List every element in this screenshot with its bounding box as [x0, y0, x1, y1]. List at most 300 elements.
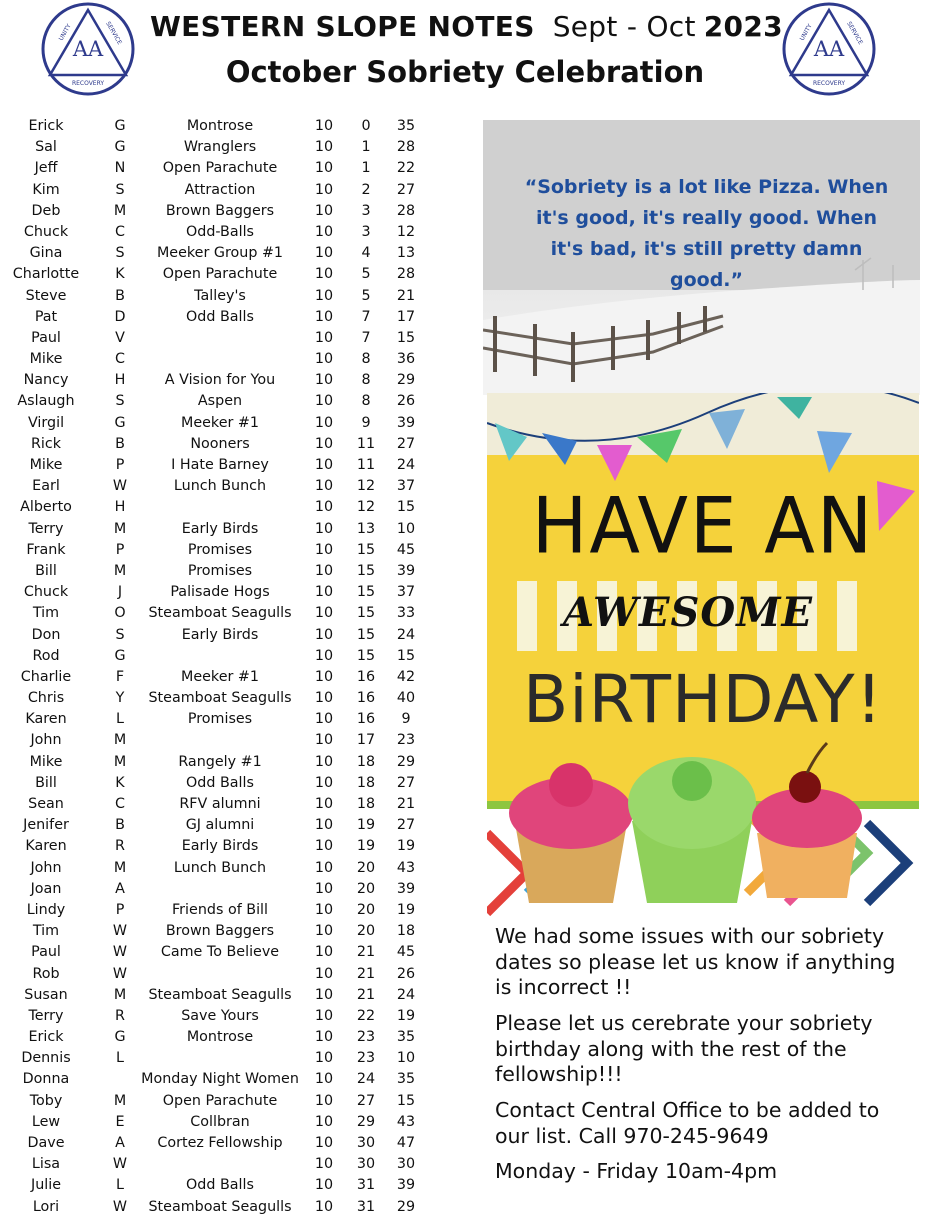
table-row: [0, 625, 440, 646]
celebration-month: 10: [314, 181, 334, 198]
celebrant-name: Paul: [31, 329, 61, 346]
celebrant-name: Tim: [32, 923, 60, 940]
celebration-month: 10: [314, 965, 334, 982]
celebration-day: 15: [356, 626, 376, 643]
sobriety-years: 27: [396, 181, 416, 198]
aa-logo-left-icon: [40, 1, 136, 97]
celebrant-group: Meeker Group #1: [156, 245, 284, 262]
celebration-day: 13: [356, 520, 376, 537]
celebration-day: 21: [356, 965, 376, 982]
celebrant-name: Lisa: [31, 1156, 61, 1173]
table-row: [0, 709, 440, 730]
celebrant-initial: L: [116, 711, 124, 728]
sobriety-years: 29: [396, 372, 416, 389]
sobriety-years: 19: [396, 901, 416, 918]
correction-notice: We had some issues with our sobriety dates so please let us know if anything is incorrect !!: [495, 924, 896, 999]
celebration-day: 27: [356, 1092, 376, 1109]
table-row: [0, 391, 440, 412]
celebration-day: 30: [356, 1135, 376, 1151]
celebrant-name: Rob: [32, 965, 60, 982]
celebrant-initial: M: [113, 562, 127, 579]
celebration-day: 0: [361, 118, 371, 134]
sobriety-years: 45: [396, 944, 416, 961]
sobriety-years: 15: [396, 647, 416, 664]
celebrant-initial: P: [115, 541, 125, 558]
logo-left-word: UNITY: [798, 22, 814, 42]
celebration-day: 1: [361, 139, 371, 156]
celebrant-name: Terry: [28, 520, 64, 537]
celebrant-group: Talley's: [194, 287, 246, 304]
celebration-day: 7: [361, 329, 371, 346]
celebrant-initial: J: [117, 584, 123, 601]
celebration-day: 18: [356, 753, 376, 770]
celebrant-group: RFV alumni: [179, 796, 261, 812]
celebration-day: 15: [356, 584, 376, 601]
sobriety-years: 37: [396, 584, 416, 601]
celebration-month: 10: [314, 160, 334, 177]
celebration-month: 10: [314, 499, 334, 516]
sobriety-years: 42: [396, 668, 416, 685]
sobriety-years: 12: [396, 223, 416, 240]
celebration-day: 16: [356, 690, 376, 707]
celebrant-initial: G: [114, 118, 126, 134]
celebrant-name: Mike: [29, 351, 63, 368]
sobriety-years: 21: [396, 287, 416, 304]
celebrant-group: Promises: [187, 711, 253, 728]
celebrant-name: Nancy: [23, 372, 69, 389]
sobriety-years: 13: [396, 245, 416, 262]
table-row: [0, 307, 440, 328]
celebration-day: 2: [361, 181, 371, 198]
table-row: [0, 476, 440, 497]
table-row: [0, 158, 440, 179]
celebrant-name: Erick: [28, 1029, 64, 1046]
sobriety-years: 39: [396, 880, 416, 897]
celebrant-name: Earl: [32, 478, 60, 495]
celebrant-initial: G: [114, 647, 126, 664]
celebration-day: 5: [361, 287, 371, 304]
sobriety-years: 22: [396, 160, 416, 177]
logo-center-text: AA: [72, 37, 104, 61]
celebrant-group: Save Yours: [181, 1007, 259, 1024]
celebrant-initial: S: [115, 181, 125, 198]
have-an-text: HAVE AN: [531, 480, 875, 572]
celebration-month: 10: [314, 626, 334, 643]
sobriety-years: 19: [396, 1007, 416, 1024]
celebration-day: 12: [356, 499, 376, 516]
celebrant-initial: L: [116, 1177, 124, 1194]
celebrant-initial: G: [114, 1029, 126, 1046]
logo-right-word: SERVICE: [845, 20, 864, 46]
celebration-day: 3: [361, 202, 371, 219]
celebrant-initial: C: [115, 796, 125, 812]
table-row: [0, 413, 440, 434]
celebrant-initial: K: [115, 774, 125, 791]
table-row: [0, 688, 440, 709]
celebrant-group: Early Birds: [181, 626, 259, 643]
celebration-month: 10: [314, 859, 334, 876]
sobriety-years: 35: [396, 1029, 416, 1046]
table-row: [0, 1112, 440, 1133]
celebration-month: 10: [314, 372, 334, 389]
sobriety-years: 30: [396, 1156, 416, 1173]
celebrant-initial: A: [115, 1135, 125, 1151]
table-row: [0, 985, 440, 1006]
celebration-day: 24: [356, 1071, 376, 1088]
table-row: [0, 561, 440, 582]
celebration-day: 11: [356, 457, 376, 473]
celebration-day: 20: [356, 901, 376, 918]
celebration-month: 10: [314, 223, 334, 240]
celebrant-name: Lori: [32, 1198, 60, 1215]
celebration-month: 10: [314, 986, 334, 1003]
table-row: [0, 519, 440, 540]
celebrant-initial: K: [115, 266, 125, 283]
celebrant-name: Frank: [26, 541, 66, 558]
logo-center-text: AA: [813, 37, 845, 61]
celebration-month: 10: [314, 817, 334, 834]
celebrant-group: Brown Baggers: [165, 202, 275, 219]
celebrant-initial: M: [113, 520, 127, 537]
sobriety-years: 33: [396, 605, 416, 622]
celebrant-initial: W: [112, 1198, 128, 1215]
celebrant-group: Odd Balls: [186, 774, 254, 791]
pizza-quote: “Sobriety is a lot like Pizza. When it's good, it's really good. When it's bad, it's still pretty damn good.”: [524, 176, 889, 291]
table-row: [0, 1154, 440, 1175]
celebration-month: 10: [314, 732, 334, 749]
celebration-day: 15: [356, 605, 376, 622]
celebration-day: 15: [356, 562, 376, 579]
celebration-month: 10: [314, 1007, 334, 1024]
celebrant-group: Lunch Bunch: [173, 859, 267, 876]
celebrant-name: Aslaugh: [17, 393, 75, 410]
celebrant-initial: W: [112, 478, 128, 495]
celebration-month: 10: [314, 901, 334, 918]
table-row: [0, 137, 440, 158]
celebrant-initial: D: [114, 308, 126, 325]
celebration-month: 10: [314, 711, 334, 728]
celebrant-initial: Y: [115, 690, 125, 707]
sobriety-years: 15: [396, 499, 416, 516]
celebrant-name: Virgil: [27, 414, 65, 431]
office-hours: Monday - Friday 10am-4pm: [495, 1159, 778, 1183]
table-row: [0, 794, 440, 815]
logo-right-word: SERVICE: [104, 20, 123, 46]
celebration-month: 10: [314, 308, 334, 325]
sobriety-years: 28: [396, 266, 416, 283]
celebrant-group: Lunch Bunch: [173, 478, 267, 495]
celebrant-initial: W: [112, 923, 128, 940]
celebration-day: 12: [356, 478, 376, 495]
sobriety-years: 27: [396, 435, 416, 452]
celebrant-name: Pat: [34, 308, 58, 325]
celebrant-initial: C: [115, 351, 125, 368]
sobriety-years: 43: [396, 1113, 416, 1130]
celebration-month: 10: [314, 838, 334, 855]
sobriety-years: 15: [396, 1092, 416, 1109]
aa-logo-right-icon: [781, 1, 877, 97]
celebration-month: 10: [314, 605, 334, 622]
celebrant-name: Rick: [30, 435, 62, 452]
celebrant-initial: R: [115, 838, 125, 855]
table-row: [0, 222, 440, 243]
sobriety-years: 39: [396, 562, 416, 579]
sobriety-years: 27: [396, 817, 416, 834]
celebrant-name: Bill: [35, 774, 57, 791]
celebrant-group: Wranglers: [183, 139, 257, 156]
awesome-text: AWESOME: [563, 589, 813, 636]
celebration-day: 15: [356, 647, 376, 664]
celebration-day: 9: [361, 414, 371, 431]
sobriety-years: 47: [396, 1135, 416, 1151]
celebration-month: 10: [314, 690, 334, 707]
celebrant-name: Jenifer: [23, 817, 69, 834]
celebrant-group: Nooners: [190, 435, 250, 452]
celebration-day: 18: [356, 796, 376, 812]
celebration-day: 11: [356, 435, 376, 452]
sobriety-years: 29: [396, 753, 416, 770]
table-row: [0, 180, 440, 201]
table-row: [0, 243, 440, 264]
table-row: [0, 497, 440, 518]
celebration-month: 10: [314, 266, 334, 283]
celebrant-initial: M: [113, 986, 127, 1003]
celebrant-group: Collbran: [190, 1113, 250, 1130]
celebration-day: 16: [356, 668, 376, 685]
celebration-month: 10: [314, 245, 334, 262]
table-row: [0, 964, 440, 985]
table-row: [0, 582, 440, 603]
title-year: 2023: [703, 10, 783, 43]
logo-left-word: UNITY: [57, 22, 73, 42]
celebrant-initial: W: [112, 1156, 128, 1173]
sobriety-years: 37: [396, 478, 416, 495]
celebration-day: 23: [356, 1029, 376, 1046]
celebrant-initial: F: [115, 668, 125, 685]
celebrant-name: Julie: [30, 1177, 62, 1194]
celebrant-initial: P: [115, 457, 125, 473]
celebrant-initial: M: [113, 859, 127, 876]
celebrant-initial: B: [115, 817, 125, 834]
table-row: [0, 1006, 440, 1027]
sobriety-years: 21: [396, 796, 416, 812]
sobriety-years: 39: [396, 414, 416, 431]
celebration-month: 10: [314, 1092, 334, 1109]
table-row: [0, 201, 440, 222]
celebrant-name: Donna: [22, 1071, 70, 1088]
celebrant-group: Meeker #1: [181, 414, 259, 431]
sobriety-years: 39: [396, 1177, 416, 1194]
table-row: [0, 1091, 440, 1112]
celebration-day: 8: [361, 393, 371, 410]
table-row: [0, 116, 440, 137]
celebrant-group: GJ alumni: [185, 817, 255, 834]
celebrant-group: Promises: [187, 541, 253, 558]
celebration-day: 4: [361, 245, 371, 262]
contact-info: Contact Central Office to be added to our list. Call 970-245-9649: [495, 1098, 880, 1148]
celebrant-initial: W: [112, 944, 128, 961]
table-row: [0, 879, 440, 900]
celebration-day: 18: [356, 774, 376, 791]
table-row: [0, 752, 440, 773]
celebrant-name: Karen: [25, 838, 67, 855]
celebration-day: 17: [356, 732, 376, 749]
celebrant-initial: M: [113, 1092, 127, 1109]
celebrant-name: Mike: [29, 457, 63, 473]
sobriety-years: 28: [396, 202, 416, 219]
table-row: [0, 900, 440, 921]
celebrant-group: Open Parachute: [162, 1092, 278, 1109]
celebrant-initial: H: [114, 499, 126, 516]
table-row: [0, 328, 440, 349]
celebrant-name: Chris: [27, 690, 65, 707]
celebrant-name: Sean: [28, 796, 64, 812]
celebration-month: 10: [314, 562, 334, 579]
celebrant-name: Tim: [32, 605, 60, 622]
sobriety-years: 43: [396, 859, 416, 876]
birthday-card: [487, 393, 919, 928]
celebration-month: 10: [314, 944, 334, 961]
table-row: [0, 646, 440, 667]
celebrant-group: Open Parachute: [162, 160, 278, 177]
celebrant-initial: E: [115, 1113, 125, 1130]
celebrant-initial: G: [114, 139, 126, 156]
sobriety-years: 15: [396, 329, 416, 346]
celebration-day: 21: [356, 944, 376, 961]
celebrant-group: Cortez Fellowship: [157, 1135, 283, 1151]
celebrant-initial: G: [114, 414, 126, 431]
table-row: [0, 773, 440, 794]
celebration-month: 10: [314, 435, 334, 452]
celebration-month: 10: [314, 139, 334, 156]
celebrant-group: I Hate Barney: [171, 457, 269, 473]
celebrant-initial: S: [115, 245, 125, 262]
logo-bottom-word: RECOVERY: [71, 80, 105, 87]
celebration-month: 10: [314, 457, 334, 473]
celebrant-name: Kim: [32, 181, 60, 198]
celebrant-group: Promises: [187, 562, 253, 579]
celebrant-initial: A: [115, 880, 125, 897]
celebrant-initial: B: [115, 435, 125, 452]
table-row: [0, 921, 440, 942]
celebrant-name: Erick: [28, 118, 64, 134]
sobriety-years: 40: [396, 690, 416, 707]
celebration-month: 10: [314, 287, 334, 304]
sobriety-years: 10: [396, 1050, 416, 1067]
celebrant-name: Joan: [30, 880, 62, 897]
table-row: [0, 858, 440, 879]
celebration-day: 29: [356, 1113, 376, 1130]
celebrant-initial: M: [113, 732, 127, 749]
celebrant-name: Dave: [27, 1135, 65, 1151]
celebration-month: 10: [314, 351, 334, 368]
sobriety-years: 29: [396, 1198, 416, 1215]
celebration-month: 10: [314, 584, 334, 601]
sobriety-years: 35: [396, 1071, 416, 1088]
sobriety-years: 45: [396, 541, 416, 558]
celebration-month: 10: [314, 1156, 334, 1173]
celebrant-group: A Vision for You: [164, 372, 276, 389]
title-dates: Sept - Oct: [552, 10, 696, 43]
celebrant-group: Friends of Bill: [171, 901, 268, 918]
sobriety-years: 18: [396, 923, 416, 940]
celebration-month: 10: [314, 774, 334, 791]
celebrant-name: Jeff: [34, 160, 58, 177]
celebrant-name: Paul: [31, 944, 61, 961]
title-text: WESTERN SLOPE NOTES: [150, 10, 535, 43]
celebrant-name: John: [30, 732, 62, 749]
celebration-month: 10: [314, 1071, 334, 1088]
sobriety-years: 26: [396, 965, 416, 982]
celebrant-name: Terry: [28, 1007, 64, 1024]
celebrant-name: Lew: [31, 1113, 61, 1130]
celebrant-initial: W: [112, 965, 128, 982]
celebration-day: 20: [356, 859, 376, 876]
celebration-day: 30: [356, 1156, 376, 1173]
celebrate-invitation: Please let us cerebrate your sobriety birthday along with the rest of the fellowship!!!: [495, 1011, 873, 1086]
celebration-day: 7: [361, 308, 371, 325]
celebrant-name: Bill: [35, 562, 57, 579]
celebrant-group: Steamboat Seagulls: [148, 1198, 292, 1215]
table-row: [0, 370, 440, 391]
celebrant-group: Steamboat Seagulls: [148, 605, 292, 622]
sobriety-years: 28: [396, 139, 416, 156]
celebrant-initial: L: [116, 1050, 124, 1067]
celebrant-initial: P: [115, 901, 125, 918]
celebrant-name: John: [30, 859, 62, 876]
page-subtitle: October Sobriety Celebration: [225, 55, 705, 89]
celebrant-initial: S: [115, 393, 125, 410]
celebrant-group: Odd Balls: [186, 308, 254, 325]
sobriety-years: 24: [396, 457, 416, 473]
celebration-day: 31: [356, 1177, 376, 1194]
celebration-day: 19: [356, 817, 376, 834]
table-row: [0, 667, 440, 688]
celebrant-name: Charlotte: [12, 266, 80, 283]
celebrant-name: Deb: [31, 202, 61, 219]
celebration-day: 8: [361, 372, 371, 389]
table-row: [0, 1027, 440, 1048]
celebrant-group: Montrose: [186, 1029, 254, 1046]
celebrant-initial: M: [113, 202, 127, 219]
celebrant-group: Early Birds: [181, 838, 259, 855]
table-row: [0, 836, 440, 857]
table-row: [0, 434, 440, 455]
celebrant-group: Came To Believe: [160, 944, 280, 961]
celebration-month: 10: [314, 647, 334, 664]
sobriety-years: 19: [396, 838, 416, 855]
table-row: [0, 540, 440, 561]
table-row: [0, 730, 440, 751]
celebration-day: 1: [361, 160, 371, 177]
celebrant-initial: V: [115, 329, 125, 346]
celebration-month: 10: [314, 1177, 334, 1194]
celebrant-group: Odd-Balls: [185, 223, 254, 240]
table-row: [0, 264, 440, 285]
sobriety-years: 27: [396, 774, 416, 791]
sobriety-years: 35: [396, 118, 416, 134]
celebrant-initial: H: [114, 372, 126, 389]
celebration-month: 10: [314, 1113, 334, 1130]
celebrant-group: Monday Night Women: [141, 1071, 299, 1088]
celebration-day: 3: [361, 223, 371, 240]
celebrant-group: Attraction: [184, 181, 256, 198]
sobriety-years: 23: [396, 732, 416, 749]
sobriety-years: 9: [401, 711, 411, 728]
celebration-day: 5: [361, 266, 371, 283]
celebration-month: 10: [314, 329, 334, 346]
celebrant-name: Sal: [35, 139, 57, 156]
